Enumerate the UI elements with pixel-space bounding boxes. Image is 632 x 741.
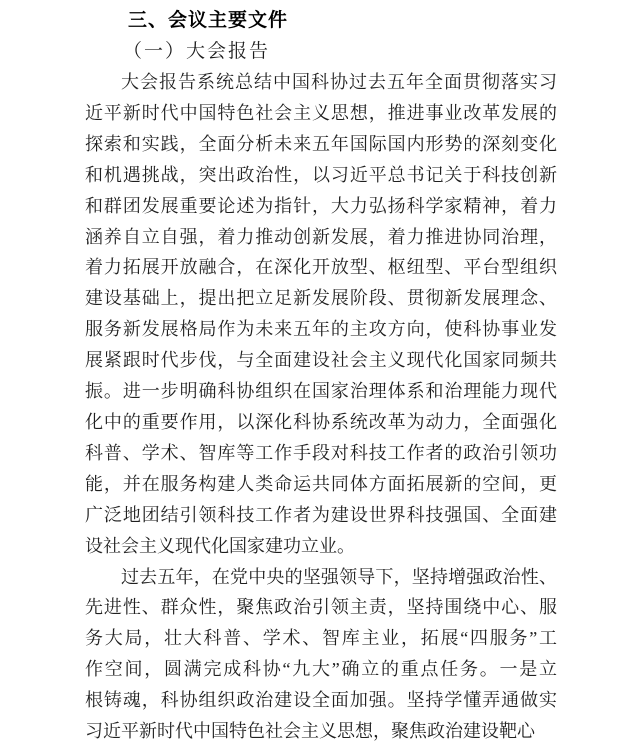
text-line: 服务新发展格局作为未来五年的主攻方向，使科协事业发 bbox=[85, 319, 557, 340]
paragraph bbox=[85, 67, 557, 562]
text-line: 能，并在服务构建人类命运共同体方面拓展新的空间，更 bbox=[85, 473, 557, 494]
text-line: 着力拓展开放融合，在深化开放型、枢纽型、平台型组织 bbox=[85, 257, 557, 278]
text-line: 和机遇挑战，突出政治性，以习近平总书记关于科技创新 bbox=[85, 164, 557, 185]
text-line: 探索和实践，全面分析未来五年国际国内形势的深刻变化 bbox=[85, 133, 557, 154]
text-line: 广泛地团结引领科技工作者为建设世界科技强国、全面建 bbox=[85, 504, 557, 525]
text-line: 根铸魂，科协组织政治建设全面加强。坚持学懂弄通做实 bbox=[85, 690, 557, 711]
text-line: 科普、学术、智库等工作手段对科技工作者的政治引领功 bbox=[85, 442, 557, 463]
text-line: 大会报告系统总结中国科协过去五年全面贯彻落实习 bbox=[121, 72, 557, 92]
text-line: 先进性、群众性，聚焦政治引领主责，坚持围绕中心、服 bbox=[85, 597, 557, 618]
text-line: 化中的重要作用，以深化科协系统改革为动力，全面强化 bbox=[85, 411, 557, 432]
text-line: 展紧跟时代步伐，与全面建设社会主义现代化国家同频共 bbox=[85, 350, 557, 371]
text-line: 近平新时代中国特色社会主义思想，推进事业改革发展的 bbox=[85, 102, 557, 123]
text-line: 过去五年，在党中央的坚强领导下，坚持增强政治性、 bbox=[121, 566, 557, 587]
text-line: 和群团发展重要论述为指针，大力弘扬科学家精神，着力 bbox=[85, 195, 557, 216]
paragraph bbox=[85, 562, 557, 741]
text-line: 建设基础上，提出把立足新发展阶段、贯彻新发展理念、 bbox=[85, 288, 557, 309]
text-line: 作空间，圆满完成科协“九大”确立的重点任务。一是立 bbox=[85, 659, 557, 680]
document-body bbox=[85, 67, 557, 741]
subsection-heading: （一）大会报告 bbox=[123, 41, 271, 62]
text-line: 习近平新时代中国特色社会主义思想，聚焦政治建设靶心 bbox=[85, 721, 535, 741]
text-line: 设社会主义现代化国家建功立业。 bbox=[85, 535, 355, 556]
text-line: 涵养自立自强，着力推动创新发展，着力推进协同治理， bbox=[85, 226, 557, 247]
text-line: 振。进一步明确科协组织在国家治理体系和治理能力现代 bbox=[85, 381, 557, 402]
text-line: 务大局，壮大科普、学术、智库主业，拓展“四服务”工 bbox=[85, 628, 557, 649]
section-heading: 三、会议主要文件 bbox=[128, 10, 289, 31]
